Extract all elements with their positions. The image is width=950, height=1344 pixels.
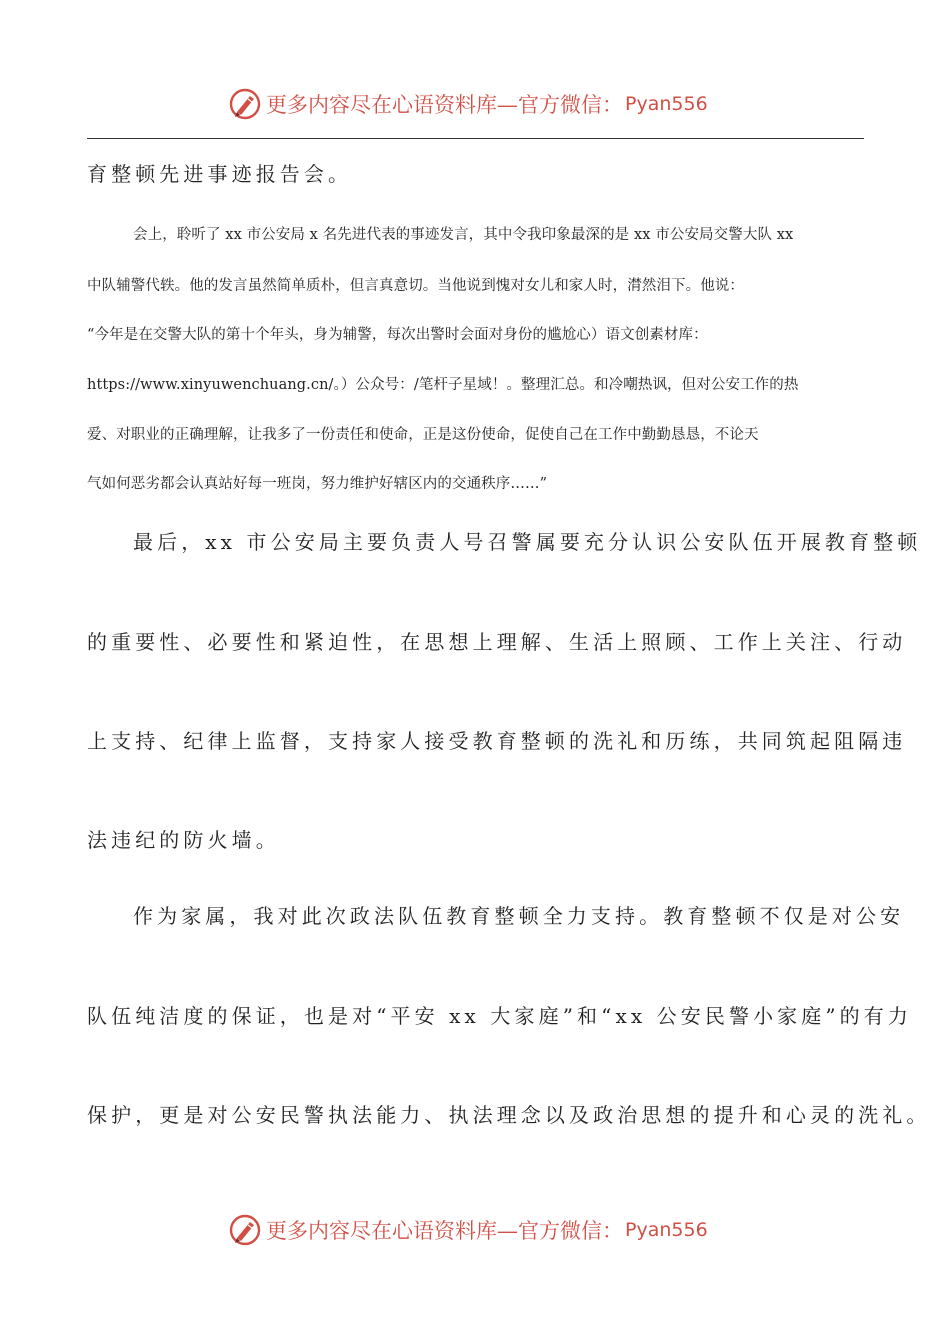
paragraph-line: 保护，更是对公安民警执法能力、执法理念以及政治思想的提升和心灵的洗礼。 [87,1103,931,1127]
quote-line: 爱、对职业的正确理解，让我多了一份责任和使命，正是这份使命，促使自己在工作中勤勤恳恳，不论天 [87,427,759,443]
quote-line: 会上，聆听了 xx 市公安局 x 名先进代表的事迹发言，其中令我印象最深的是 xx 市公安局交警大队 xx [133,227,794,243]
quote-line: “今年是在交警大队的第十个年头，身为辅警，每次出警时会面对身份的尴尬心）语文创素材库： [87,327,708,343]
paragraph-line: 法违纪的防火墙。 [87,828,280,852]
header-wechat-id: Pyan556 [625,93,708,115]
header-divider [87,138,864,139]
pen-logo-icon [228,1213,262,1247]
footer-wechat-id: Pyan556 [625,1219,708,1241]
paragraph-line: 的重要性、必要性和紧迫性，在思想上理解、生活上照顾、工作上关注、行动 [87,630,907,654]
paragraph-line: 作为家属，我对此次政法队伍教育整顿全力支持。教育整顿不仅是对公安 [133,904,905,928]
header-brand-text: 更多内容尽在心语资料库—官方微信： [266,93,623,117]
footer-banner [228,1210,748,1250]
footer-brand-text: 更多内容尽在心语资料库—官方微信： [266,1219,623,1243]
quote-line: 气如何恶劣都会认真站好每一班岗，努力维护好辖区内的交通秩序……” [87,476,548,492]
paragraph-line: 队伍纯洁度的保证，也是对“平安 xx 大家庭”和“xx 公安民警小家庭”的有力 [87,1004,912,1028]
paragraph-line: 育整顿先进事迹报告会。 [87,162,353,186]
paragraph-line: 上支持、纪律上监督，支持家人接受教育整顿的洗礼和历练，共同筑起阻隔违 [87,729,907,753]
pen-logo-icon [228,87,262,121]
quote-line: https://www.xinyuwenchuang.cn/。）公众号：/笔杆子星域！。整理汇总。和冷嘲热讽，但对公安工作的热 [87,377,799,393]
quote-line: 中队辅警代轶。他的发言虽然简单质朴，但言真意切。当他说到愧对女儿和家人时，潸然泪下。他说： [87,278,744,294]
header-banner [228,84,748,124]
paragraph-line: 最后，xx 市公安局主要负责人号召警属要充分认识公安队伍开展教育整顿 [133,530,922,554]
